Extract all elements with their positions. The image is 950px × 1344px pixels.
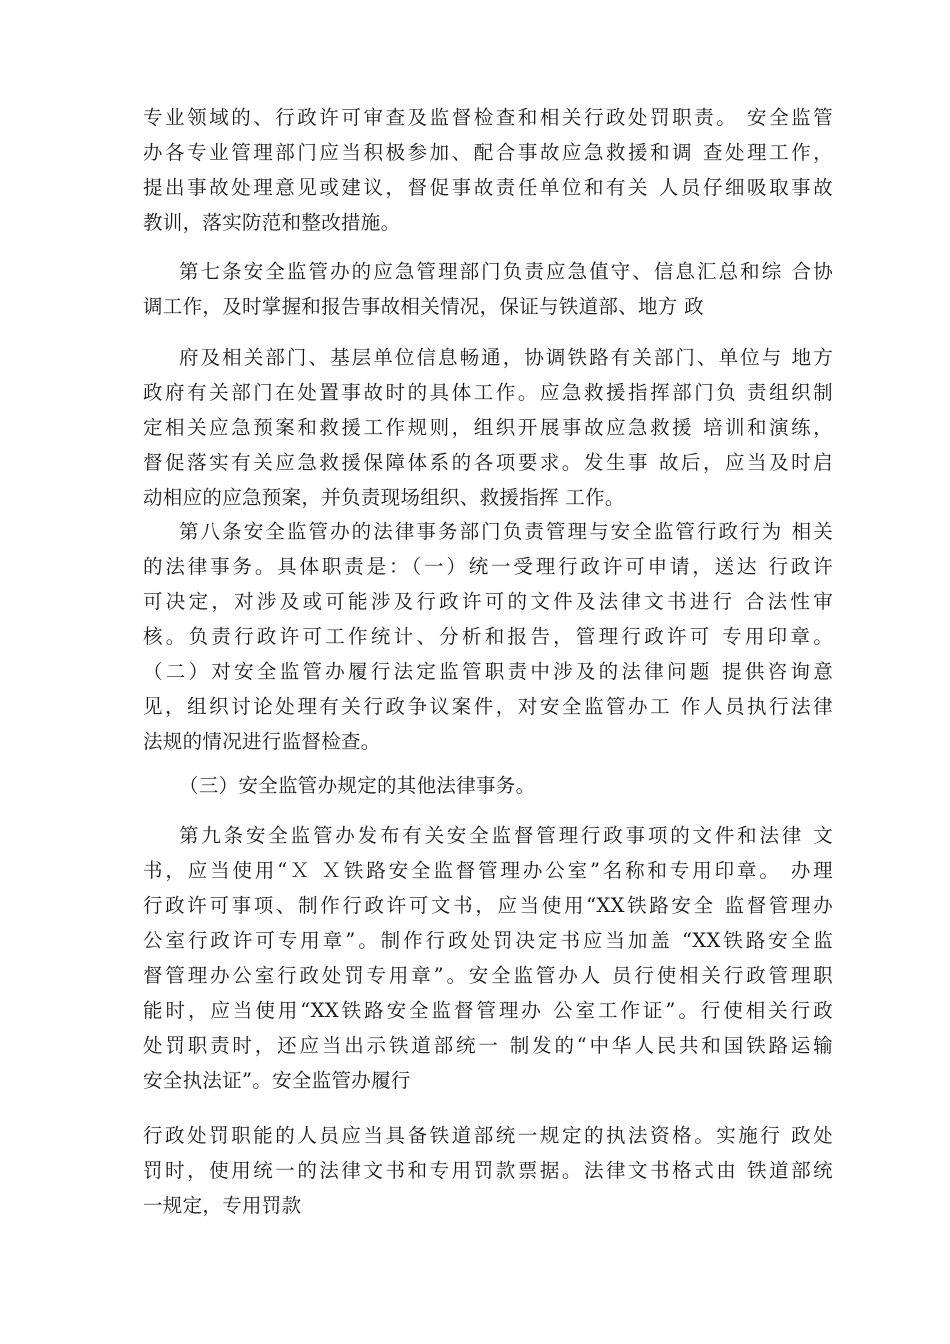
text-line: 处罚职责时，还应当出示铁道部统一 制发的“中华人民共和国铁路运输 — [143, 1034, 833, 1057]
text-line: 一规定，专用罚款 — [143, 1194, 302, 1217]
text-line: （二）对安全监管办履行法定监管职责中涉及的法律问题 提供咨询意 — [143, 660, 833, 683]
text-line: 府及相关部门、基层单位信息畅通，协调铁路有关部门、单位与 地方 — [179, 346, 833, 369]
text-line: 第九条安全监管办发布有关安全监督管理行政事项的文件和法律 文 — [179, 824, 833, 847]
text-line: 政府有关部门在处置事故时的具体工作。应急救援指挥部门负 责组织制 — [143, 381, 833, 404]
text-line: 第七条安全监管办的应急管理部门负责应急值守、信息汇总和综 合协 — [179, 260, 833, 283]
text-line: 法规的情况进行监督检查。 — [143, 730, 381, 753]
text-line: 安全执法证”。安全监管办履行 — [143, 1069, 411, 1092]
text-line: 行政许可事项、制作行政许可文书，应当使用“XX铁路安全 监督管理办 — [143, 894, 833, 917]
text-line: （三）安全监管办规定的其他法律事务。 — [179, 774, 536, 797]
text-line: 办各专业管理部门应当积极参加、配合事故应急救援和调 查处理工作， — [143, 141, 833, 164]
text-line: 能时，应当使用“XX铁路安全监督管理办 公室工作证”。行使相关行政 — [143, 999, 833, 1022]
paragraph-2 — [143, 340, 833, 515]
paragraph-item-3 — [143, 768, 833, 803]
text-line: 公室行政许可专用章”。制作行政处罚决定书应当加盖 “XX铁路安全监 — [143, 929, 833, 952]
text-line: 核。负责行政许可工作统计、分析和报告，管理行政许可 专用印章。 — [143, 625, 833, 648]
text-line: 教训，落实防范和整改措施。 — [143, 211, 401, 234]
paragraph-1 — [143, 100, 833, 240]
text-line: 第八条安全监管办的法律事务部门负责管理与安全监管行政行为 相关 — [179, 520, 833, 543]
paragraph-article-9 — [143, 818, 833, 1098]
text-line: 专业领域的、行政许可审查及监督检查和相关行政处罚职责。 安全监管 — [143, 106, 833, 129]
paragraph-article-8 — [143, 514, 833, 759]
text-line: 书，应当使用“Ｘ Ｘ铁路安全监督管理办公室”名称和专用印章。 办理 — [143, 859, 833, 882]
paragraph-article-7 — [143, 254, 833, 324]
text-line: 行政处罚职能的人员应当具备铁道部统一规定的执法资格。实施行 政处 — [143, 1124, 833, 1147]
text-line: 定相关应急预案和救援工作规则，组织开展事故应急救援 培训和演练， — [143, 416, 833, 439]
text-line: 提出事故处理意见或建议，督促事故责任单位和有关 人员仔细吸取事故 — [143, 176, 833, 199]
text-line: 罚时，使用统一的法律文书和专用罚款票据。法律文书格式由 铁道部统 — [143, 1159, 833, 1182]
text-line: 可决定，对涉及或可能涉及行政许可的文件及法律文书进行 合法性审 — [143, 590, 833, 613]
text-line: 见，组织讨论处理有关行政争议案件，对安全监管办工 作人员执行法律 — [143, 695, 833, 718]
text-line: 的法律事务。具体职责是：（一）统一受理行政许可申请，送达 行政许 — [143, 555, 833, 578]
paragraph-3 — [143, 1118, 833, 1223]
text-line: 动相应的应急预案，并负责现场组织、救援指挥 工作。 — [143, 486, 625, 509]
text-line: 督管理办公室行政处罚专用章”。安全监管办人 员行使相关行政管理职 — [143, 964, 833, 987]
text-line: 督促落实有关应急救援保障体系的各项要求。发生事 故后，应当及时启 — [143, 451, 833, 474]
text-line: 调工作，及时掌握和报告事故相关情况，保证与铁道部、地方 政 — [143, 295, 704, 318]
